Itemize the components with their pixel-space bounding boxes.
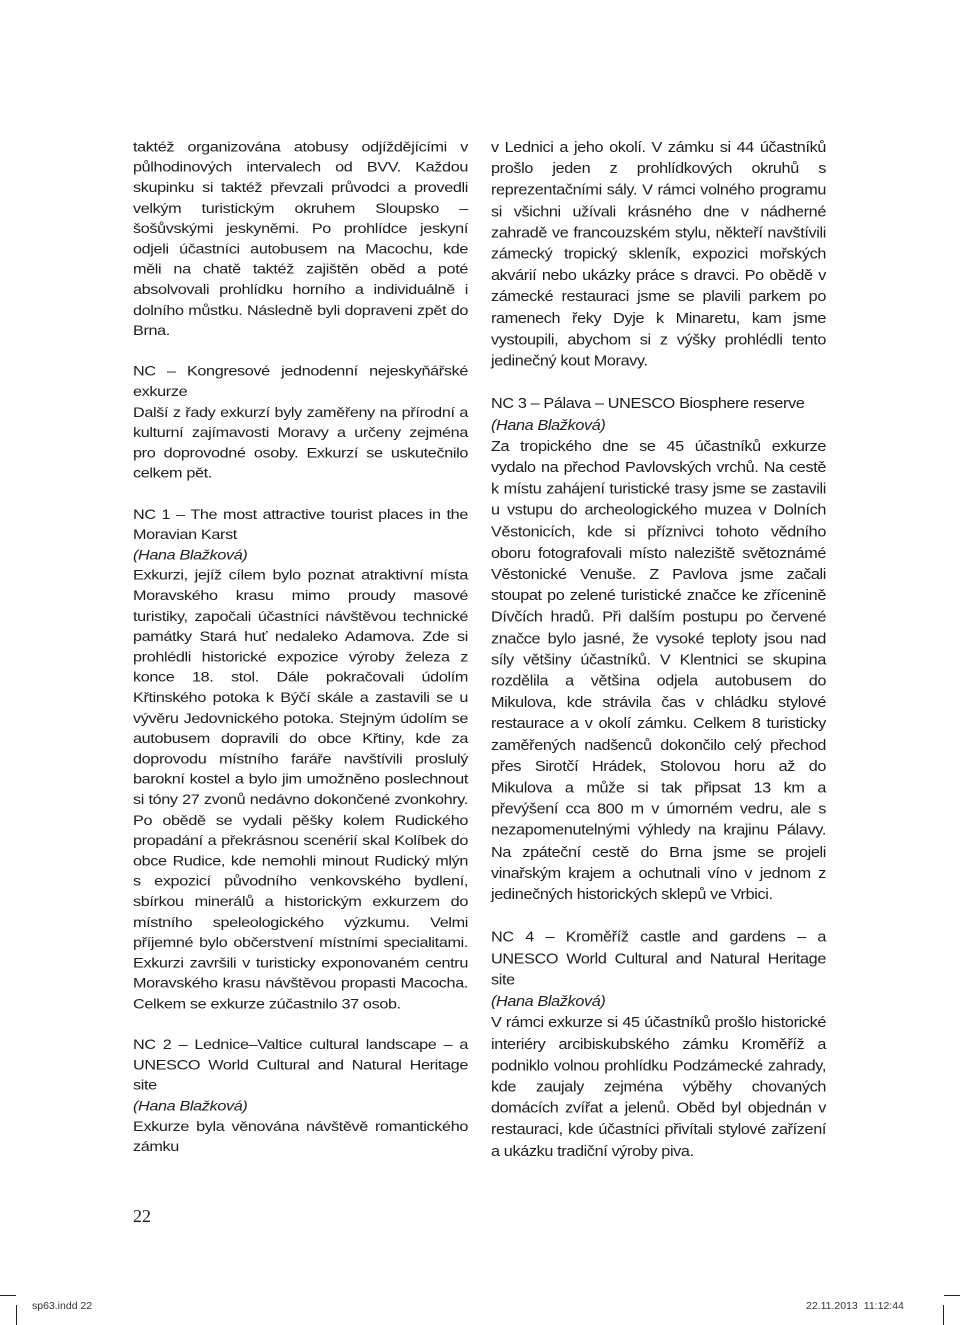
crop-mark bbox=[943, 1305, 944, 1325]
right-column bbox=[491, 137, 826, 1162]
kongres-section bbox=[133, 361, 468, 483]
section-text: Exkurzi, jejíž cílem bylo poznat atraktivní místa Moravského krasu mimo proudy masové turistiky, započali účastníci návštěvou technické památky Stará huť nedaleko Adamova. Zde si prohlédli historické expozice výroby železa z konce 18. stol. Dále pokračovali údolím Křtinského potoka k Býčí skále a zastavili se u vývěru Jedovnického potoka. Stejným údolím se autobusem dopravili do obce Křtiny, kde za doprovodu místního faráře navštívili proslulý barokní kostel a bylo jim umožněno poslechnout si tóny 27 zvonů nedávno dokončené zvonkohry. Po obědě se vydali pěšky kolem Rudického propadání a překrásnou scenérií skal Kolíbek do obce Rudice, kde nemohli minout Rudický mlýn s expozicí původního venkovského bydlení, sbírkou minerálů a historickým exkurzem do místního speleologického výzkumu. Velmi příjemné bylo občerstvení místními specialitami. Exkurzi završili v turisticky exponovaném centru Moravského krasu návštěvou propasti Macocha. Celkem se exkurze zúčastnilo 37 osob. bbox=[133, 567, 468, 1012]
crop-mark bbox=[944, 1295, 960, 1296]
section-text: Exkurze byla věnována návštěvě romantického zámku bbox=[133, 1118, 468, 1155]
section-text: Další z řady exkurzí byly zaměřeny na přírodní a kulturní zajímavosti Moravy a určeny zejména pro doprovodné osoby. Exkurzí se uskutečnilo celkem pět. bbox=[133, 404, 468, 482]
section-author: (Hana Blažková) bbox=[491, 417, 606, 434]
section-heading: NC 1 – The most attractive tourist places in the Moravian Karst bbox=[133, 506, 468, 543]
section-text: V rámci exkurze si 45 účastníků prošlo historické interiéry arcibiskubského zámku Kroměříž a podniklo volnou prohlídku Podzámecké zahrady, kde zaujaly zejména výběhy chovaných domácích zvířat a jelenů. Oběd byl objednán v restauraci, kde účastníci přivítali stylové zařízení a ukázku tradiční výroby piva. bbox=[491, 1014, 826, 1159]
section-heading: NC – Kongresové jednodenní nejeskyňářské exkurze bbox=[133, 363, 468, 400]
section-heading: NC 2 – Lednice–Valtice cultural landscape – a UNESCO World Cultural and Natural Heritage site bbox=[133, 1037, 468, 1094]
slug-time: 11:12:44 bbox=[863, 1300, 904, 1312]
page-number: 22 bbox=[133, 1206, 151, 1226]
slug-file: sp63.indd 22 bbox=[32, 1300, 93, 1312]
section-heading: NC 3 – Pálava – UNESCO Biosphere reserve bbox=[491, 395, 805, 412]
nc2-section bbox=[133, 1035, 468, 1157]
slug-timestamp bbox=[800, 1300, 904, 1312]
section-heading: NC 4 – Kroměříž castle and gardens – a UNESCO World Cultural and Natural Heritage site bbox=[491, 929, 826, 989]
section-author: (Hana Blažková) bbox=[491, 993, 606, 1010]
crop-mark bbox=[16, 1305, 17, 1325]
nc1-section bbox=[133, 504, 468, 1014]
nc4-section bbox=[491, 927, 826, 1162]
slug-date: 22.11.2013 bbox=[806, 1300, 858, 1312]
intro-paragraph: taktéž organizována atobusy odjíždějícími v půlhodinových intervalech od BVV. Každou skupinku si taktéž převzali průvodci a provedli velkým turistickým okruhem Sloupsko – šošůvskými jeskyněmi. Po prohlídce jeskyní odjeli účastníci autobusem na Macochu, kde měli na chatě taktéž zajištěn oběd a poté absolvovali prohlídku horního a individuálně i dolního můstku. Následně byli dopraveni zpět do Brna. bbox=[133, 139, 468, 339]
section-text: Za tropického dne se 45 účastníků exkurze vydalo na přechod Pavlovských vrchů. Na cestě k místu zahájení turistické trasy jsme se zastavili u vstupu do archeologického muzea v Dolních Věstonicích, kde si příznivci tohoto vědního oboru fotografovali místo naleziště světoznámé Věstonické Venuše. Z Pavlova jsme začali stoupat po zelené turistické značce ke zřícenině Dívčích hradů. Při dalším postupu po červené značce bylo jasné, že vysoké teploty jsou nad síly většiny účastníků. V Klentnici se skupina rozdělila a většina odjela autobusem do Mikulova, kde strávila čas v chládku stylové restaurace a v okolí zámku. Celkem 8 turisticky zaměřených nadšenců dokončilo celý přechod přes Sirotčí Hrádek, Stolovou horu až do Mikulova a může si tak připsat 13 km a převýšení cca 800 m v úmorném vedru, ale s nezapomenutelnými výhledy na krajinu Pálavy. Na zpáteční cestě do Brna jsme se projeli vinařským krajem a ochutnali víno v jednom z jedinečných historických sklepů ve Vrbici. bbox=[491, 438, 826, 903]
section-author: (Hana Blažková) bbox=[133, 1098, 248, 1114]
left-column bbox=[133, 137, 468, 1157]
section-author: (Hana Blažková) bbox=[133, 547, 248, 563]
nc3-section bbox=[491, 393, 826, 905]
crop-mark bbox=[0, 1295, 16, 1296]
nc2-continued: v Lednici a jeho okolí. V zámku si 44 účastníků prošlo jeden z prohlídkových okruhů s reprezentačními sály. V rámci volného programu si všichni užívali krásného dne v nádherné zahradě ve francouzském stylu, někteří navštívili zámecký tropický skleník, expozici mořských akvárií nebo ukázky práce s dravci. Po obědě v zámecké restauraci jsme se plavili parkem po ramenech řeky Dyje k Minaretu, kam jsme vystoupili, abychom si z výšky prohlédli tento jedinečný kout Moravy. bbox=[491, 139, 826, 370]
